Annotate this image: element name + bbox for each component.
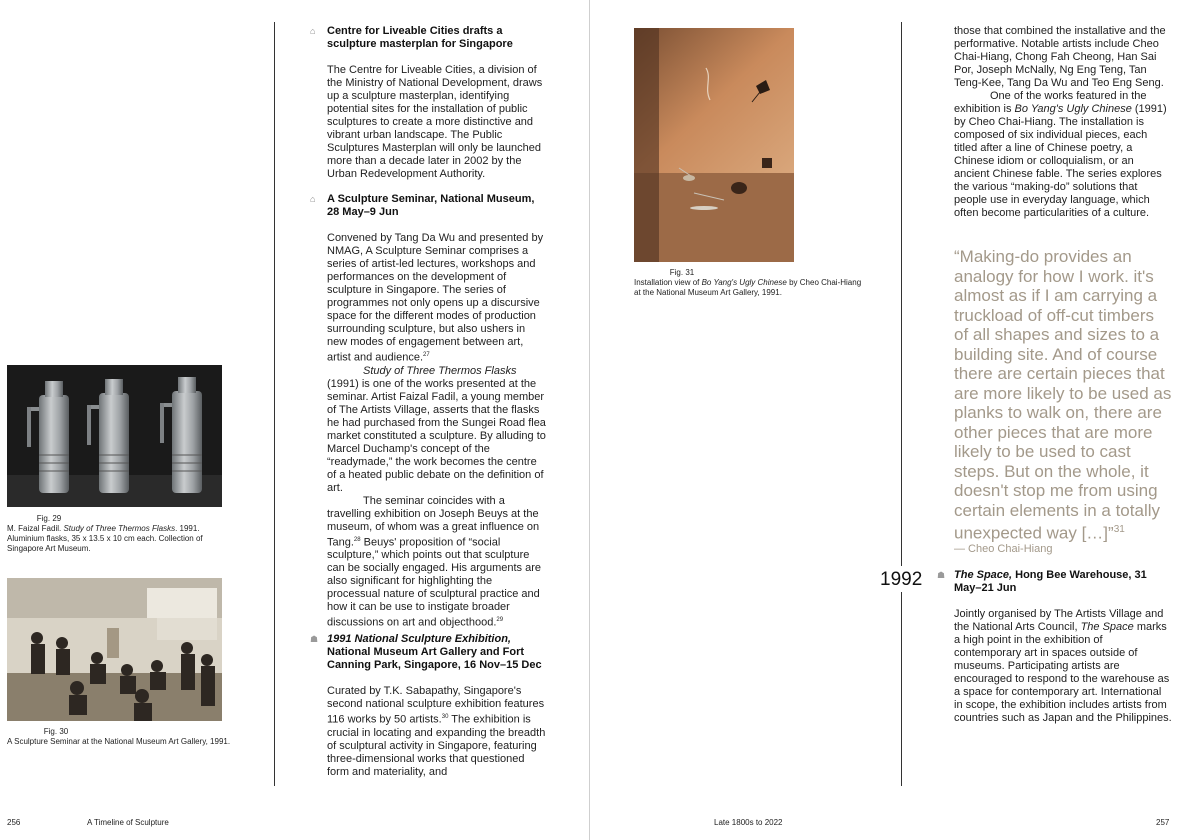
continued-text: [954, 25, 1172, 220]
seminar-para-2: (1991) is one of the works presented at the seminar. Artist Faizal Fadil, a young member of The Artists Village, asserts that the flasks he had purchased from the Sungei Road flea market constituted a sculpture. By alluding to Marcel Duchamp's concept of the “readymade,” the work becomes the centre of a heated public debate on the definition of art.: [327, 377, 546, 494]
timeline-rule-left: [274, 22, 275, 786]
house-filled-icon: ☗: [937, 570, 946, 580]
footer-title-left: A Timeline of Sculpture: [87, 818, 169, 827]
footer-page-number-right: 257: [1156, 818, 1170, 827]
ugly-chinese-title: Bo Yang's Ugly Chinese: [1014, 103, 1132, 115]
fig31-label: Fig. 31: [669, 268, 695, 277]
timeline-rule-right-lower: [901, 592, 902, 786]
entry-heading-masterplan: Centre for Liveable Cities drafts a sculpture masterplan for Singapore: [327, 25, 513, 50]
year-label: 1992: [880, 569, 923, 590]
seminar-para-2-title: Study of Three Thermos Flasks: [363, 364, 517, 377]
footnote-27: 27: [423, 352, 430, 358]
the-space-body-1: Jointly organised by The Artists Village and the National Arts Council,: [954, 608, 1164, 633]
entry-heading-seminar: A Sculpture Seminar, National Museum, 28 May–9 Jun: [327, 193, 535, 218]
entry-body-national-exhibition: [327, 685, 549, 779]
seminar-para-3b: Beuys' proposition of “social sculpture,” which points out that sculpture can be socially engaged. His arguments are also significant for highlighting the processual nature of sculptural practice and how it can be use to instigate broader discussions on art and objecthood.: [327, 536, 542, 629]
house-filled-icon: ☗: [310, 634, 319, 644]
entry-heading-the-space: [954, 569, 1164, 595]
the-space-title: The Space,: [954, 569, 1013, 581]
fig31-caption-title: Bo Yang's Ugly Chinese: [701, 278, 787, 287]
entry-body-the-space: [954, 608, 1172, 725]
footnote-29: 29: [496, 617, 504, 624]
fig31-caption-post: by Cheo Chai-Hiang at the National Museum Art Gallery, 1991.: [634, 278, 862, 297]
the-space-body-title: The Space: [1080, 621, 1134, 633]
fig31-photo: [634, 28, 794, 262]
the-space-body-2: marks a high point in the exhibition of contemporary art in spaces outside of museums. Participating artists are encouraged to respond to the warehouse as a space for contemporary art. International in scope, the exhibition includes artists from countries such as Japan and the Philippines.: [954, 621, 1172, 724]
ugly-chinese-para-pre: One of the works featured in the exhibition is: [954, 90, 1147, 115]
pull-quote-text: “Making-do provides an analogy for how I work. it's almost as if I am carrying a truckload of off-cut timbers of all shapes and sizes to a building site. And of course there are certain pieces that are more likely to be used as planks to walk on, there are other pieces that are more likely to be used to cast steps. But on the whole, it doesn't stop me from using certain elements in a totally unexpected way […]”: [954, 247, 1172, 543]
fig30-label: Fig. 30: [43, 727, 69, 736]
fig30-photo: [7, 578, 222, 721]
timeline-rule-right-upper: [901, 22, 902, 566]
pull-quote: [954, 247, 1172, 543]
house-outline-icon: ⌂: [310, 194, 316, 204]
footer-page-number-left: 256: [7, 818, 21, 827]
fig29-caption-title: Study of Three Thermos Flasks: [63, 524, 176, 533]
quote-attribution: — Cheo Chai-Hiang: [954, 543, 1053, 555]
fig31-caption: [634, 268, 864, 298]
footnote-28: 28: [353, 536, 361, 543]
seminar-image: [7, 578, 222, 721]
fig29-caption: [7, 514, 222, 554]
seminar-para-3a: The seminar coincides with a travelling exhibition on Joseph Beuys at the museum, of whom was a great influence on Tang.: [327, 494, 540, 549]
entry-body-seminar: [327, 232, 547, 630]
seminar-para-1: Convened by Tang Da Wu and presented by NMAG, A Sculpture Seminar comprises a series of artist-led lectures, workshops and performances on the development of sculpture in Singapore. The series of programmes not only opens up a discursive space for the different modes of production surrounding sculpture, but also ushers in new modes of engagement between art, artist and audience.: [327, 232, 544, 364]
fig29-label: Fig. 29: [36, 514, 62, 523]
page-gutter: [589, 0, 590, 840]
national-exhibition-body-2: The exhibition is crucial in locating and expanding the breadth of sculptural activity in Singapore, featuring three-dimensional works that questioned form and materiality, and: [327, 713, 546, 778]
entry-body-masterplan: The Centre for Liveable Cities, a division of the Ministry of National Development, draws up a sculpture masterplan, identifying potential sites for the installation of public sculptures to create a more distinctive and vibrant urban landscape. The Public Sculptures Masterplan will only be launched more than a decade later in 2002 by the Urban Redevelopment Authority.: [327, 64, 543, 180]
ugly-chinese-para-post: (1991) by Cheo Chai-Hiang. The installation is composed of six individual pieces, each titled after a line of Chinese poetry, a Chinese idiom or colloquialism, or an ancient Chinese fable. The series explores the various “making-do” solutions that people use in everyday language, which often become particularities of a culture.: [954, 103, 1167, 219]
footnote-30: 30: [441, 714, 449, 720]
fig30-caption-text: A Sculpture Seminar at the National Museum Art Gallery, 1991.: [7, 737, 231, 746]
footer-title-right: Late 1800s to 2022: [714, 818, 783, 827]
house-outline-icon: ⌂: [310, 26, 316, 36]
national-exhibition-venue: National Museum Art Gallery and Fort Canning Park, Singapore, 16 Nov–15 Dec: [327, 646, 542, 671]
the-space-venue: Hong Bee Warehouse, 31 May–21 Jun: [954, 569, 1147, 594]
entry-heading-national-exhibition: [327, 633, 542, 672]
fig31-caption-pre: Installation view of: [634, 278, 702, 287]
footnote-31: 31: [1113, 524, 1125, 535]
fig29-caption-pre: M. Faizal Fadil.: [7, 524, 64, 533]
fig29-photo: [7, 365, 222, 507]
thermos-flasks-image: [7, 365, 222, 507]
installation-image: [634, 28, 794, 262]
continued-paragraph: those that combined the installative and the performative. Notable artists include Cheo Chai-Hiang, Chong Fah Cheong, Han Sai Por, Joseph McNally, Ng Eng Teng, Tan Teng-Kee, Tang Da Wu and Teo Eng Seng.: [954, 25, 1166, 89]
fig29-caption-post: . 1991. Aluminium flasks, 35 x 13.5 x 10 cm each. Collection of Singapore Art Museum.: [7, 524, 203, 553]
national-exhibition-title: 1991 National Sculpture Exhibition,: [327, 633, 511, 645]
fig30-caption: [7, 727, 237, 747]
national-exhibition-body-1: Curated by T.K. Sabapathy, Singapore's second national sculpture exhibition features 116 works by 50 artists.: [327, 685, 545, 726]
